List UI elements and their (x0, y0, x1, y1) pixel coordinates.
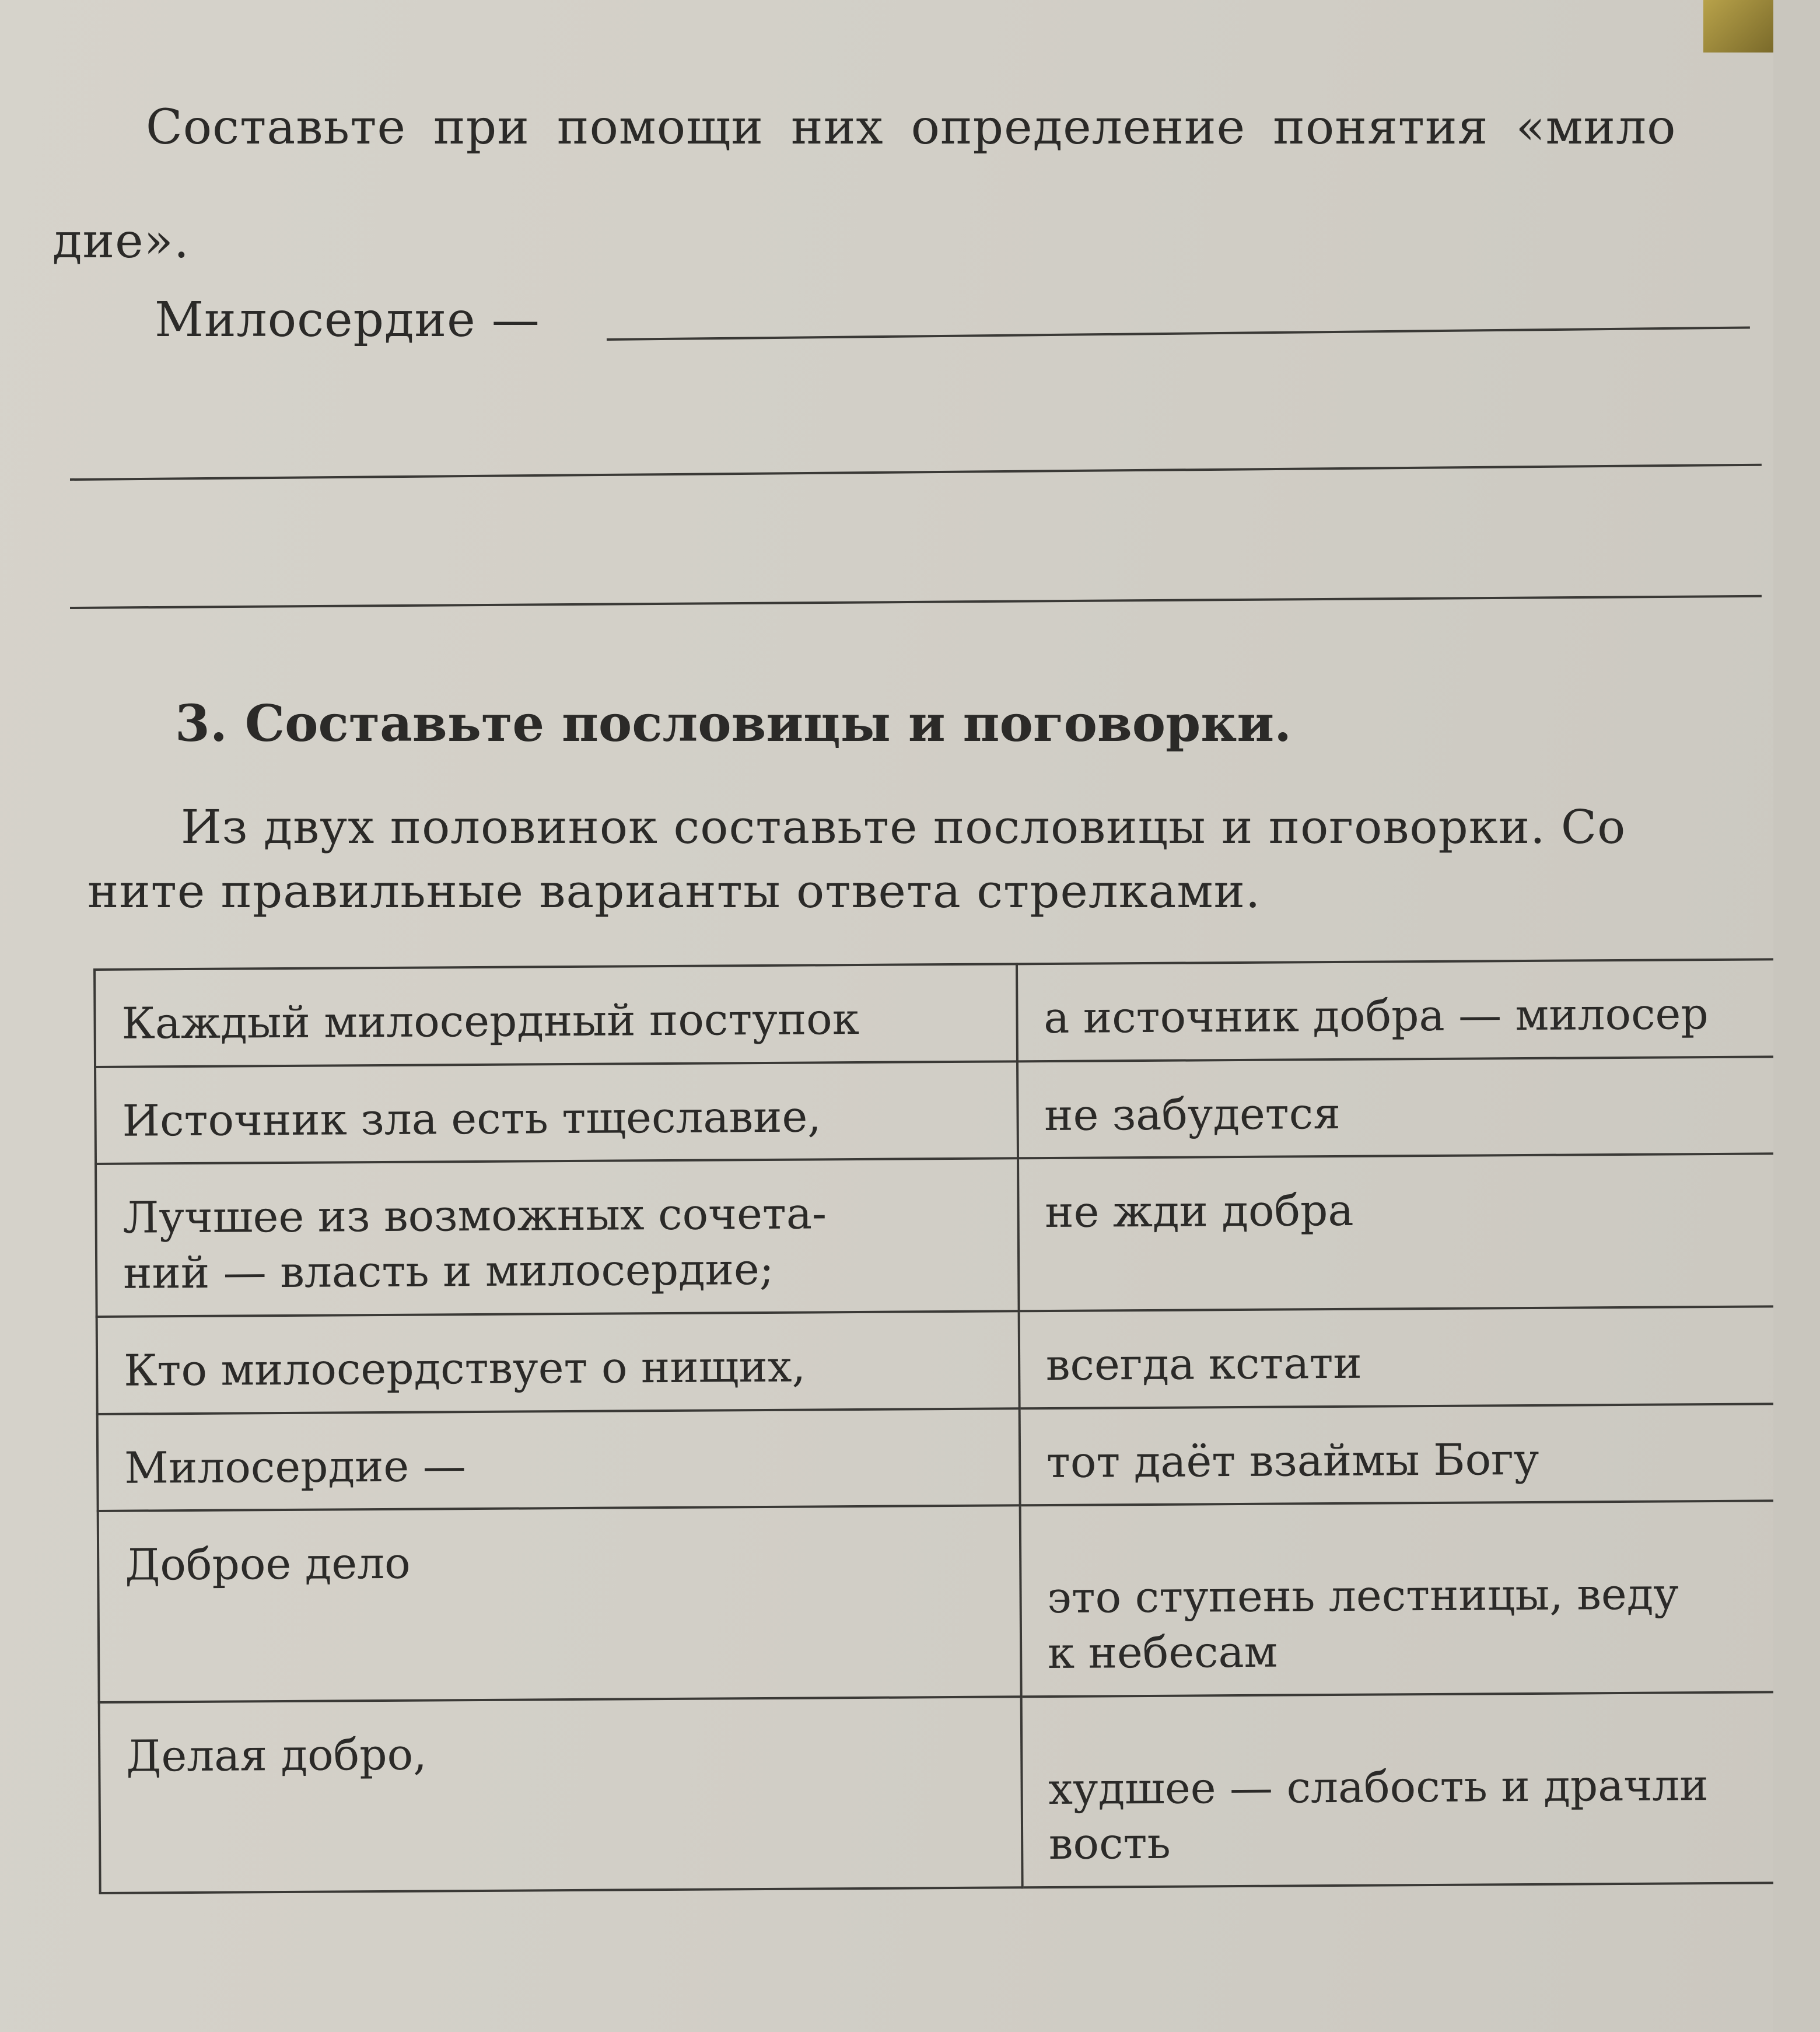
proverb-start-cell[interactable] (95, 1061, 1018, 1164)
answer-line-3[interactable] (70, 595, 1762, 609)
table-row (99, 1692, 1773, 1893)
proverb-end-text: не жди добра (1044, 1185, 1354, 1238)
proverb-end-text: худшее — слабость и драчли (1048, 1760, 1709, 1814)
proverb-start-cell[interactable] (99, 1697, 1023, 1893)
page-corner-decoration (1703, 0, 1773, 53)
proverb-end-text: а источник добра — милосер (1043, 989, 1709, 1044)
table-row (97, 1306, 1773, 1414)
intro-line-1: Составьте при помощи них определение понятия «мило (146, 100, 1676, 155)
proverb-end-text: к небесам (1047, 1627, 1278, 1679)
task-instruction-line-2: ните правильные варианты ответа стрелками. (88, 864, 1261, 918)
proverb-start-text: Каждый милосердный поступок (121, 994, 860, 1049)
intro-line-2: дие». (52, 214, 190, 269)
proverbs-table (93, 958, 1773, 1894)
table-row (98, 1501, 1773, 1702)
proverb-end-cell[interactable] (1017, 959, 1773, 1061)
proverb-start-text: Делая добро, (125, 1729, 427, 1782)
proverb-start-text: Лучшее из возможных сочета- (123, 1188, 827, 1244)
table-row (95, 1057, 1773, 1164)
proverb-end-cell[interactable] (1019, 1306, 1773, 1408)
proverb-end-cell[interactable] (1019, 1404, 1773, 1506)
proverb-end-text: всегда кстати (1045, 1338, 1362, 1390)
proverb-end-cell[interactable] (1021, 1692, 1773, 1887)
proverb-start-text: Доброе дело (124, 1538, 411, 1590)
proverb-end-text: тот даёт взаймы Богу (1046, 1434, 1539, 1488)
definition-label: Милосердие — (155, 292, 540, 348)
table-row (97, 1404, 1773, 1511)
proverb-start-text: Кто милосердствует о нищих, (123, 1341, 806, 1396)
task-heading: 3. Составьте пословицы и поговорки. (175, 694, 1292, 753)
proverb-end-text: вость (1048, 1818, 1171, 1870)
answer-line-1[interactable] (607, 326, 1750, 341)
proverb-start-cell[interactable] (96, 1159, 1019, 1317)
proverb-end-cell[interactable] (1017, 1057, 1773, 1159)
proverb-start-cell[interactable] (97, 1311, 1020, 1414)
proverb-start-text: ний — власть и милосердие; (123, 1244, 774, 1299)
proverb-start-cell[interactable] (97, 1408, 1020, 1511)
proverb-end-text: это ступень лестницы, веду (1047, 1569, 1679, 1624)
proverb-start-text: Милосердие — (124, 1440, 466, 1494)
proverb-end-cell[interactable] (1020, 1501, 1773, 1697)
proverb-start-text: Источник зла есть тщеславие, (122, 1092, 822, 1146)
answer-line-2[interactable] (70, 464, 1762, 481)
proverb-end-cell[interactable] (1018, 1154, 1773, 1311)
table-row (96, 1154, 1773, 1317)
proverb-end-text: не забудется (1044, 1088, 1341, 1141)
table-row (94, 959, 1773, 1066)
proverb-start-cell[interactable] (94, 964, 1017, 1066)
proverb-start-cell[interactable] (98, 1506, 1021, 1702)
task-instruction-line-1: Из двух половинок составьте пословицы и поговорки. Со (181, 800, 1626, 854)
